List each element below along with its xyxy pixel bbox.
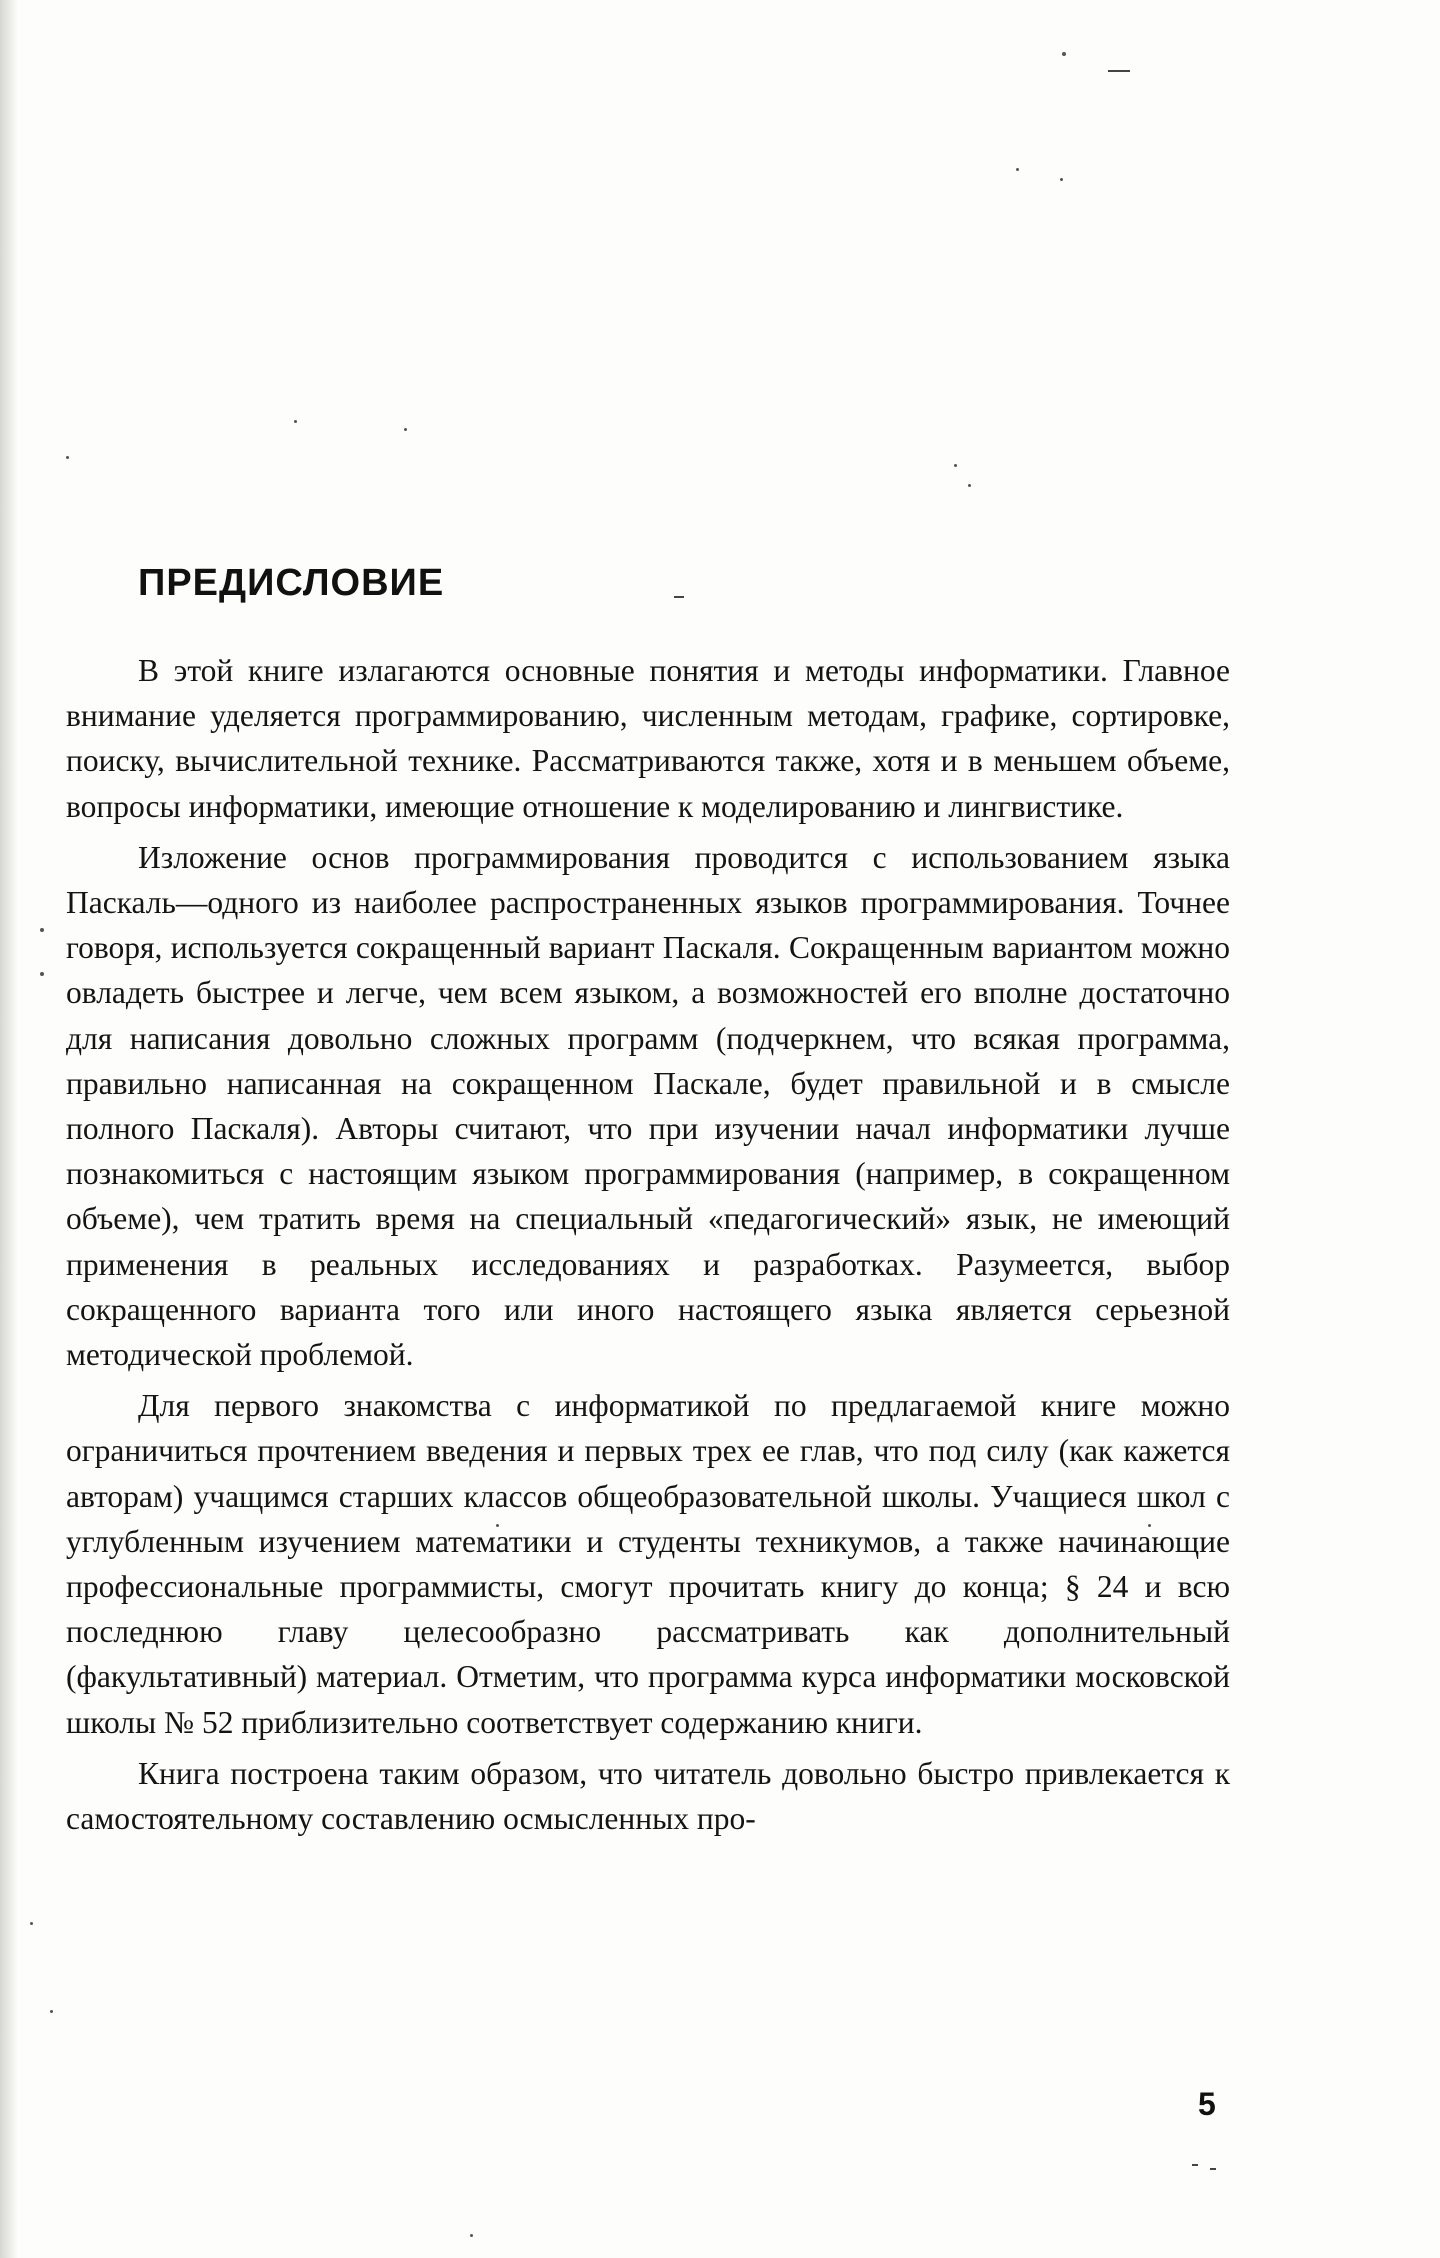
scan-speck	[40, 972, 44, 976]
scan-speck	[404, 428, 407, 431]
scan-speck	[470, 2234, 473, 2237]
paragraph: Изложение основ программирования проводится с использованием языка Паскаль—одного из наиболее распространенных языков программирования. Точнее говоря, используется сокращенный вариант Паскаля. Сокращенным вариантом можно овладеть быстрее и легче, чем всем языком, а возможностей его вполне достаточно для написания довольно сложных программ (подчеркнем, что всякая программа, правильно написанная на сокращенном Паскале, будет правильной и в смысле полного Паскаля). Авторы считают, что при изучении начал информатики лучше познакомиться с настоящим языком программирования (например, в сокращенном объеме), чем тратить время на специальный «педагогический» язык, не имеющий применения в реальных исследованиях и разработках. Разумеется, выбор сокращенного варианта того или иного настоящего языка является серьезной методической проблемой.	[66, 839, 1230, 1373]
page-left-edge-shadow	[0, 0, 18, 2258]
paragraph: Для первого знакомства с информатикой по предлагаемой книге можно ограничиться прочтением введения и первых трех ее глав, что под силу (как кажется авторам) учащимся старших классов общеобразовательной школы. Учащиеся школ с углубленным изучением математики и студенты техникумов, а также начинающие профессиональные программисты, смогут прочитать книгу до конца; § 24 и всю последнюю главу целесообразно рассматривать как дополнительный (факультативный) материал. Отметим, что программа курса информатики московской школы № 52 приблизительно соответствует содержанию книги.	[66, 1388, 1230, 1740]
scan-speck	[30, 1922, 33, 1925]
scan-mark	[1108, 70, 1130, 72]
scan-speck	[1016, 168, 1019, 171]
scan-mark	[1210, 2168, 1216, 2170]
preface-body	[66, 648, 1230, 1841]
scan-speck	[968, 484, 971, 487]
paragraph: Книга построена таким образом, что читатель довольно быстро привлекается к самостоятельному составлению осмысленных про-	[66, 1755, 1230, 1837]
page-number: 5	[1198, 2086, 1216, 2122]
scan-speck	[294, 420, 297, 423]
scan-speck	[1060, 178, 1063, 181]
scan-speck	[50, 2010, 53, 2013]
preface-heading: ПРЕДИСЛОВИЕ	[138, 562, 445, 604]
scan-speck	[954, 464, 957, 467]
scan-speck	[1062, 52, 1066, 56]
scan-mark	[1192, 2164, 1198, 2166]
paragraph: В этой книге излагаются основные понятия и методы информатики. Главное внимание уделяется программированию, численным методам, графике, сортировке, поиску, вычислительной технике. Рассматриваются также, хотя и в меньшем объеме, вопросы информатики, имеющие отношение к моделированию и лингвистике.	[66, 653, 1230, 824]
scan-speck	[40, 928, 44, 932]
scan-speck	[66, 456, 69, 459]
scan-mark	[674, 596, 684, 598]
